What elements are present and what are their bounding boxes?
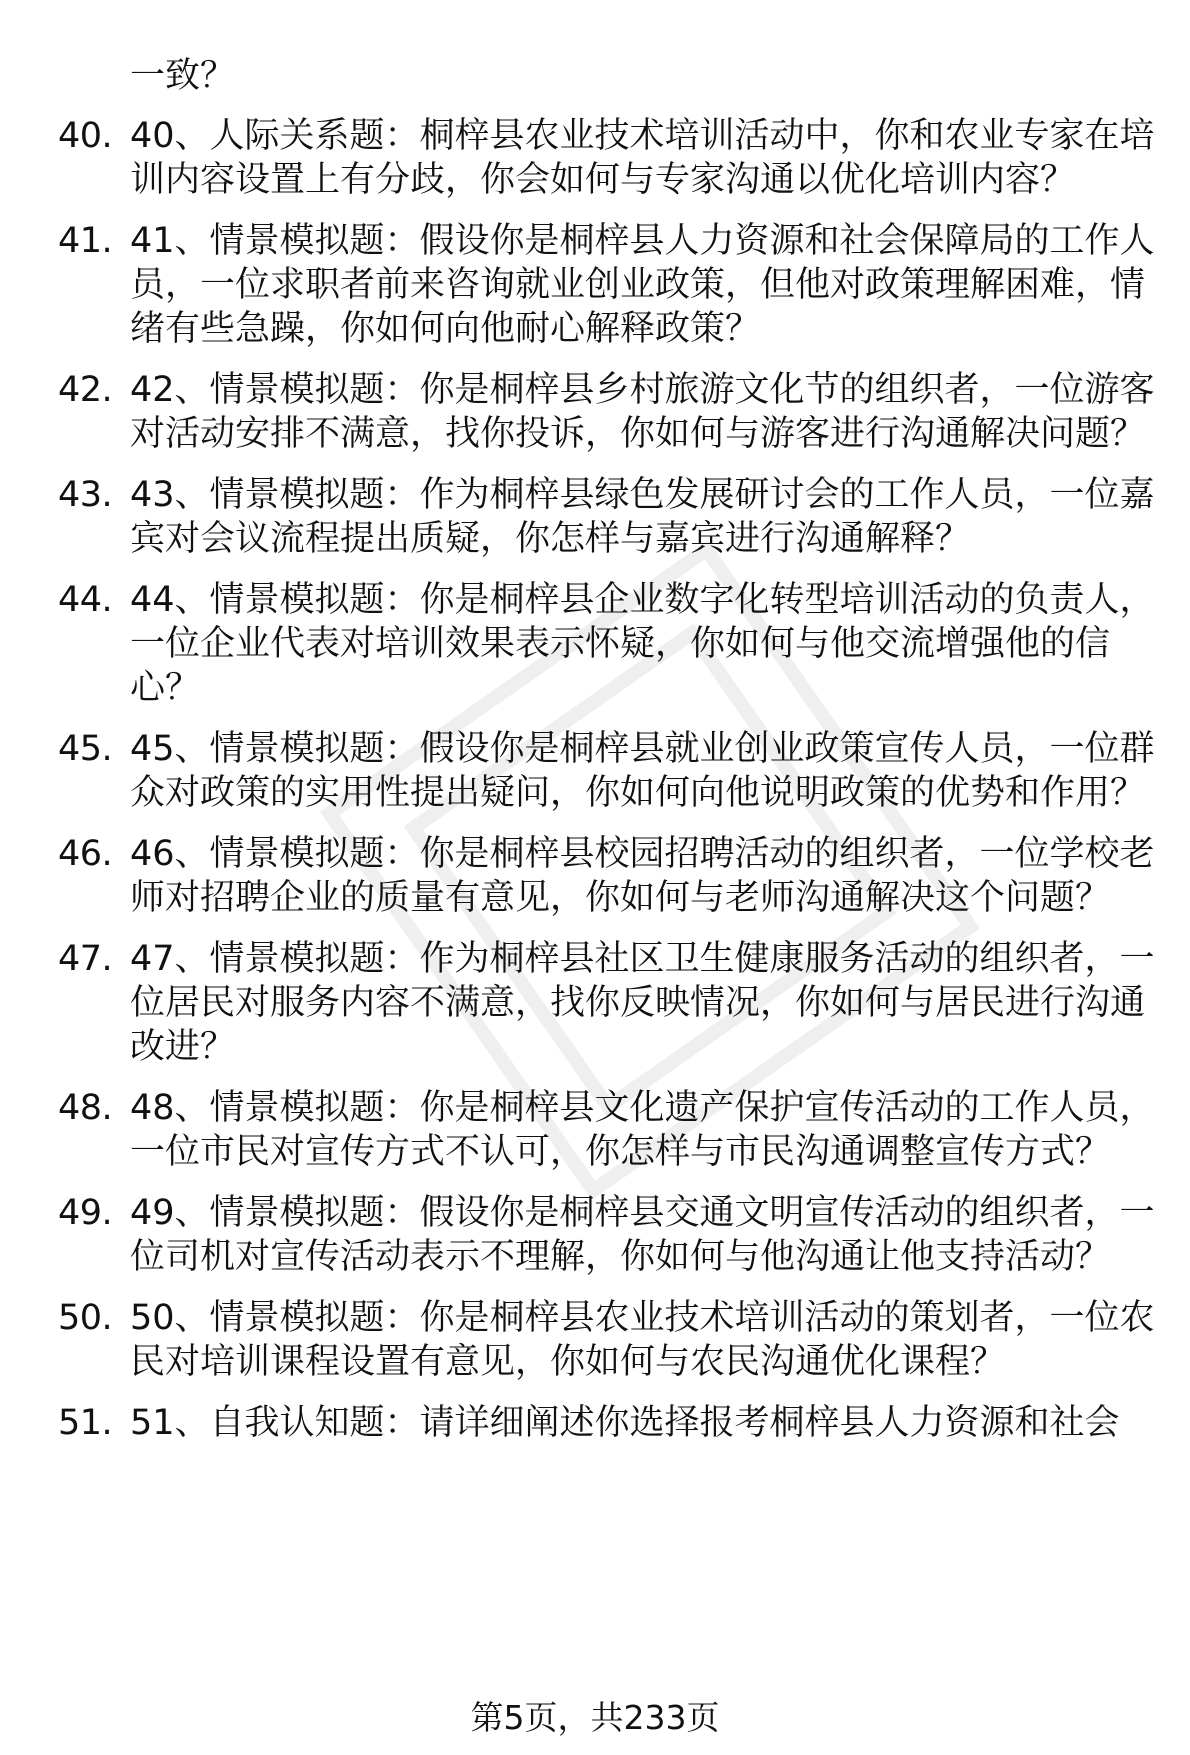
item-text: 50、情景模拟题：你是桐梓县农业技术培训活动的策划者，一位农民对培训课程设置有意见，你如何与农民沟通优化课程？ bbox=[130, 1298, 1155, 1382]
list-item bbox=[58, 727, 1158, 815]
item-text: 42、情景模拟题：你是桐梓县乡村旅游文化节的组织者，一位游客对活动安排不满意，找你投诉，你如何与游客进行沟通解决问题？ bbox=[130, 370, 1155, 454]
list-item bbox=[58, 1191, 1158, 1279]
item-text: 43、情景模拟题：作为桐梓县绿色发展研讨会的工作人员，一位嘉宾对会议流程提出质疑，你怎样与嘉宾进行沟通解释？ bbox=[130, 475, 1155, 559]
list-item bbox=[58, 832, 1158, 920]
continuation-text: 一致？ bbox=[130, 56, 236, 96]
item-number: 48. bbox=[58, 1088, 113, 1128]
page-number-footer: 第5页，共233页 bbox=[470, 1698, 720, 1737]
item-number: 47. bbox=[58, 939, 113, 979]
list-item bbox=[58, 1086, 1158, 1174]
item-text: 47、情景模拟题：作为桐梓县社区卫生健康服务活动的组织者，一位居民对服务内容不满意，找你反映情况，你如何与居民进行沟通改进？ bbox=[130, 939, 1155, 1067]
item-text: 51、自我认知题：请详细阐述你选择报考桐梓县人力资源和社会 bbox=[130, 1403, 1120, 1443]
question-list bbox=[58, 114, 1158, 1462]
item-number: 46. bbox=[58, 834, 113, 874]
item-number: 42. bbox=[58, 370, 113, 410]
item-number: 49. bbox=[58, 1193, 113, 1233]
item-number: 44. bbox=[58, 580, 113, 620]
item-number: 45. bbox=[58, 729, 113, 769]
list-item bbox=[58, 1296, 1158, 1384]
item-number: 51. bbox=[58, 1403, 113, 1443]
item-number: 41. bbox=[58, 221, 113, 261]
item-text: 45、情景模拟题：假设你是桐梓县就业创业政策宣传人员，一位群众对政策的实用性提出疑问，你如何向他说明政策的优势和作用？ bbox=[130, 729, 1155, 813]
item-text: 41、情景模拟题：假设你是桐梓县人力资源和社会保障局的工作人员，一位求职者前来咨询就业创业政策，但他对政策理解困难，情绪有些急躁，你如何向他耐心解释政策？ bbox=[130, 221, 1155, 349]
list-item bbox=[58, 368, 1158, 456]
list-item bbox=[58, 578, 1158, 710]
list-item bbox=[58, 1401, 1158, 1445]
list-item bbox=[58, 114, 1158, 202]
item-text: 49、情景模拟题：假设你是桐梓县交通文明宣传活动的组织者，一位司机对宣传活动表示不理解，你如何与他沟通让他支持活动？ bbox=[130, 1193, 1155, 1277]
item-text: 46、情景模拟题：你是桐梓县校园招聘活动的组织者，一位学校老师对招聘企业的质量有意见，你如何与老师沟通解决这个问题？ bbox=[130, 834, 1155, 918]
item-text: 44、情景模拟题：你是桐梓县企业数字化转型培训活动的负责人，一位企业代表对培训效果表示怀疑，你如何与他交流增强他的信心？ bbox=[130, 580, 1155, 708]
list-item bbox=[58, 473, 1158, 561]
list-item bbox=[58, 937, 1158, 1069]
item-number: 50. bbox=[58, 1298, 113, 1338]
list-item bbox=[58, 219, 1158, 351]
item-text: 40、人际关系题：桐梓县农业技术培训活动中，你和农业专家在培训内容设置上有分歧，你会如何与专家沟通以优化培训内容？ bbox=[130, 116, 1155, 200]
item-number: 43. bbox=[58, 475, 113, 515]
item-number: 40. bbox=[58, 116, 113, 156]
item-text: 48、情景模拟题：你是桐梓县文化遗产保护宣传活动的工作人员，一位市民对宣传方式不认可，你怎样与市民沟通调整宣传方式？ bbox=[130, 1088, 1155, 1172]
